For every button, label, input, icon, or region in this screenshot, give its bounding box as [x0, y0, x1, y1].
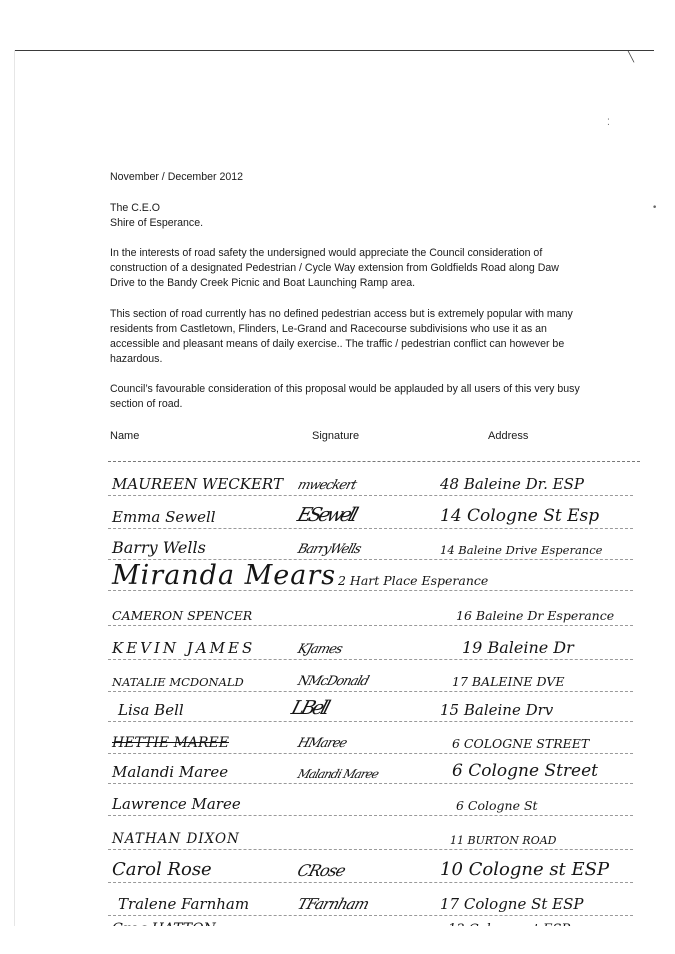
signatory-row	[0, 466, 675, 500]
signatory-row	[0, 561, 675, 595]
signatory-signature: KJames	[295, 642, 344, 657]
signatory-row	[0, 630, 675, 664]
signatory-name: NATALIE MCDONALD	[112, 675, 244, 689]
signatory-address: 6 Cologne St	[456, 798, 538, 813]
corner-scan-mark: ╲	[628, 52, 635, 63]
signatory-name: Lisa Bell	[118, 701, 184, 719]
signature-line	[108, 882, 633, 883]
letter-body	[110, 170, 580, 427]
signatory-row	[0, 754, 675, 788]
page-cutoff	[0, 926, 675, 954]
signatory-signature: HMaree	[295, 736, 349, 751]
signatory-name: NATHAN DIXON	[112, 831, 240, 847]
signatory-row	[0, 596, 675, 630]
recipient-line: The C.E.O	[110, 202, 161, 215]
signatory-row	[0, 662, 675, 696]
letter-paragraph: This section of road currently has no defined pedestrian access but is extremely popular with many residents from Castletown, Flinders, Le-Grand and Racecourse subdivisions who use it as an accessible and pleasant means of daily exercise.. The traffic / pedestrian conflict can however be hazardous.	[110, 307, 573, 365]
column-header-name: Name	[110, 430, 140, 442]
letter-paragraph: In the interests of road safety the undersigned would appreciate the Council consideration of construction of a designated Pedestrian / Cycle Way extension from Goldfields Road along Daw Drive to the Bandy Creek Picnic and Boat Launching Ramp area.	[110, 247, 559, 290]
signatory-address: 6 COLOGNE STREET	[452, 736, 590, 751]
signatory-name: Emma Sewell	[112, 508, 216, 526]
signatory-signature: Malandi Maree	[295, 767, 380, 781]
signatory-address: 2 Hart Place Esperance	[338, 573, 489, 588]
signatory-address: 16 Baleine Dr Esperance	[456, 608, 615, 623]
signatory-name: MAUREEN WECKERT	[112, 475, 283, 493]
signature-line	[108, 815, 633, 816]
signature-line	[108, 495, 633, 496]
signatory-signature: CRose	[295, 861, 348, 880]
signatory-name: Tralene Farnham	[118, 895, 250, 913]
signature-line	[108, 625, 633, 626]
signatory-address: 6 Cologne Street	[452, 761, 598, 781]
signatory-signature: ESewell	[294, 504, 358, 526]
scan-speck: ⁚	[607, 118, 610, 128]
signatory-name: Miranda Mears	[112, 560, 337, 591]
signature-line	[108, 590, 633, 591]
signatory-address: 17 Cologne St ESP	[440, 895, 584, 913]
signatory-signature: mweckert	[295, 478, 358, 493]
page-top-edge	[14, 50, 654, 51]
signatory-address: 14 Cologne St Esp	[440, 506, 600, 526]
signatory-address: 19 Baleine Dr	[462, 638, 574, 657]
signatory-row	[0, 786, 675, 820]
signatory-signature: NMcDonald	[295, 674, 370, 689]
signature-line	[108, 721, 633, 722]
signature-line	[108, 783, 633, 784]
signatory-row	[0, 820, 675, 854]
signatory-address: 10 Cologne st ESP	[440, 859, 610, 880]
signatory-name: CAMERON SPENCER	[112, 608, 253, 623]
signatory-row	[0, 499, 675, 533]
signatory-name: Malandi Maree	[112, 763, 229, 781]
signature-line	[108, 659, 633, 660]
letter-date: November / December 2012	[110, 171, 244, 183]
signatory-row	[0, 724, 675, 758]
signatory-address: 17 BALEINE DVE	[452, 674, 565, 689]
signatory-signature: LBell	[288, 697, 331, 719]
signatory-address: 48 Baleine Dr. ESP	[440, 475, 585, 493]
signatory-signature: TFarnham	[295, 895, 371, 913]
header-divider	[108, 461, 640, 462]
signatory-name: HETTIE MAREE	[112, 735, 229, 751]
signatory-address: 11 BURTON ROAD	[450, 834, 557, 847]
signatory-signature: BarryWells	[295, 542, 363, 557]
signature-line	[108, 849, 633, 850]
column-header-signature: Signature	[312, 430, 360, 442]
signatory-address: 14 Baleine Drive Esperance	[440, 543, 603, 557]
recipient-line: Shire of Esperance.	[110, 217, 204, 230]
signatory-row	[0, 692, 675, 726]
signatory-row	[0, 853, 675, 887]
scan-speck: •	[652, 203, 658, 213]
column-header-address: Address	[488, 430, 529, 442]
signatory-row	[0, 530, 675, 564]
letter-paragraph: Council’s favourable consideration of this proposal would be applauded by all users of this very busy section of road.	[110, 382, 580, 411]
signatory-address: 15 Baleine Drv	[440, 701, 554, 719]
signatory-name: Lawrence Maree	[112, 795, 241, 813]
signatory-name: Barry Wells	[112, 538, 206, 557]
signature-line	[108, 528, 633, 529]
signatory-name: Carol Rose	[112, 859, 212, 880]
signatory-name: KEVIN JAMES	[112, 639, 256, 657]
